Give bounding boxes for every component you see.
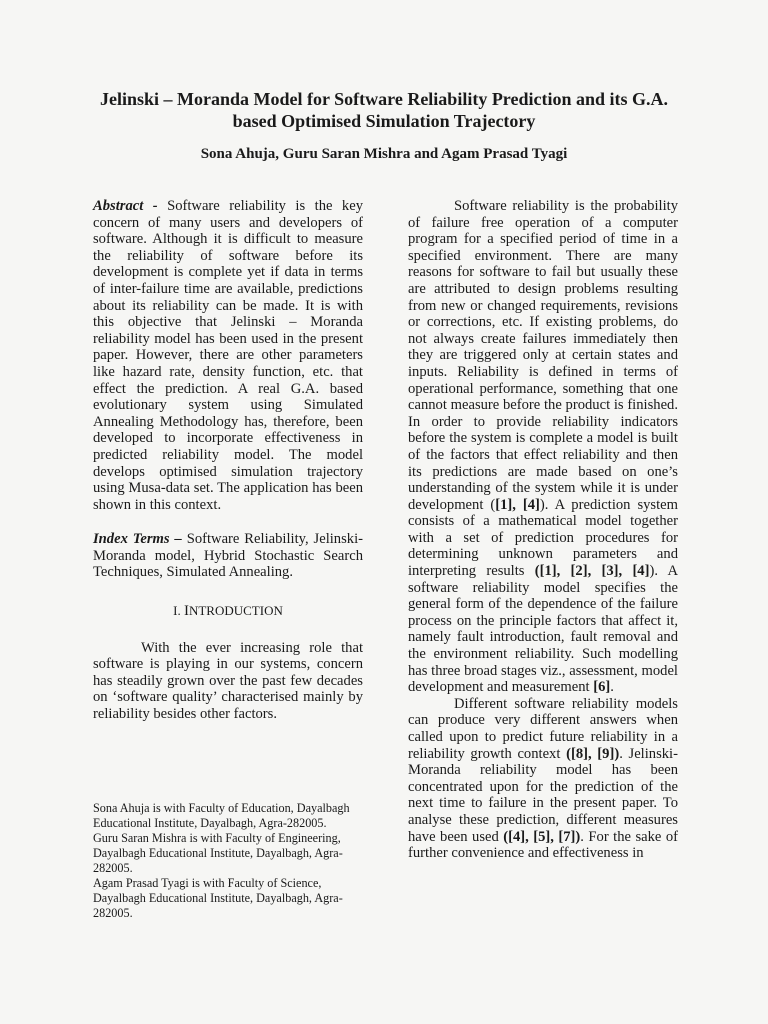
right-column <box>408 198 678 862</box>
citation: ([4], [5], [7]) <box>503 828 581 845</box>
index-terms-label: Index Terms – <box>93 531 182 548</box>
paragraph-text: Different software reliability models can produce very different answers when called upon to predict future reliability in a reliability growth context <box>408 695 678 762</box>
paragraph-text: Software reliability is the probability of failure free operation of a computer program for a specified period of time in a specified environment. There are many reasons for software to fail but usually these are attributed to design problems resulting from new or changed requirements, revisions or corrections, etc. If existing problems, do not always create failures immediately then they are triggered only at certain states and inputs. Reliability is defined in terms of operational performance, something that one cannot measure before the product is finished. In order to provide reliability indicators before the system is complete a model is built of the factors that effect reliability and then its predictions are made based on one’s understanding of the system while it is under development ( <box>408 198 678 513</box>
abstract-paragraph <box>93 198 363 513</box>
left-column <box>93 198 363 723</box>
section-number: I. <box>173 603 181 619</box>
index-terms-paragraph <box>93 531 363 581</box>
author-list: Sona Ahuja, Guru Saran Mishra and Agam Prasad Tyagi <box>200 146 568 162</box>
citation: [1], [4] <box>495 496 540 513</box>
section-heading-rest: NTRODUCTION <box>188 603 283 619</box>
paragraph-text: . For the sake of further convenience and effectiveness in <box>408 828 678 862</box>
abstract-text: Software reliability is the key concern of many users and developers of software. Although it is difficult to measure the reliability of software before its development is complete yet if data in terms of inter-failure time are available, predictions about its reliability can be made. It is with this objective that Jelinski – Moranda reliability model has been used in the present paper. However, there are other parameters like hazard rate, density function, etc. that effect the prediction. A real G.A. based evolutionary system using Simulated Annealing Methodology has, therefore, been developed to incorporate effectiveness in predicted reliability model. The model develops optimised simulation trajectory using Musa-data set. The application has been shown in this context. <box>93 198 364 513</box>
paragraph-text: ). A prediction system consists of a mathematical model together with a set of prediction procedures for determining unknown parameters and interpreting results <box>408 496 678 580</box>
index-terms-text: Software Reliability, Jelinski-Moranda model, Hybrid Stochastic Search Techniques, Simulated Annealing. <box>93 531 363 581</box>
title-line-1: Jelinski – Moranda Model for Software Reliability Prediction and its G.A. <box>100 89 668 109</box>
footnote-2: Guru Saran Mishra is with Faculty of Engineering, Dayalbagh Educational Institute, Dayalbagh, Agra-282005. <box>93 831 343 875</box>
citation: [6] <box>593 679 611 696</box>
footnote-3: Agam Prasad Tyagi is with Faculty of Science, Dayalbagh Educational Institute, Dayalbagh, Agra-282005. <box>93 876 343 920</box>
models-paragraph <box>408 696 678 862</box>
introduction-paragraph: With the ever increasing role that software is playing in our systems, concern has steadily grown over the past few decades on ‘software quality’ characterised mainly by reliability besides other factors. <box>93 639 363 723</box>
title-line-2: based Optimised Simulation Trajectory <box>232 111 536 131</box>
paragraph-text: ). A software reliability model specifies the general form of the dependence of the failure process on the principle factors that affect it, namely fault introduction, fault removal and the environment reliability. Such modelling has three broad stages viz., assessment, model development and measurement <box>408 563 678 696</box>
footnote-1: Sona Ahuja is with Faculty of Education, Dayalbagh Educational Institute, Dayalbagh, Agra-282005. <box>93 801 350 830</box>
paragraph-text: . <box>610 679 614 696</box>
section-heading-introduction <box>93 603 363 620</box>
paper-title <box>60 88 708 132</box>
paragraph-text: . Jelinski-Moranda reliability model has been concentrated upon for the prediction of the next time to failure in the present paper. To analyse these prediction, different measures have been used <box>408 745 678 845</box>
abstract-label: Abstract - <box>93 198 158 214</box>
section-heading-initial: I <box>183 603 189 620</box>
author-footnotes <box>93 801 363 921</box>
citation: ([8], [9]) <box>566 745 620 762</box>
reliability-definition-paragraph <box>408 198 678 696</box>
citation: ([1], [2], [3], [4] <box>534 563 650 580</box>
